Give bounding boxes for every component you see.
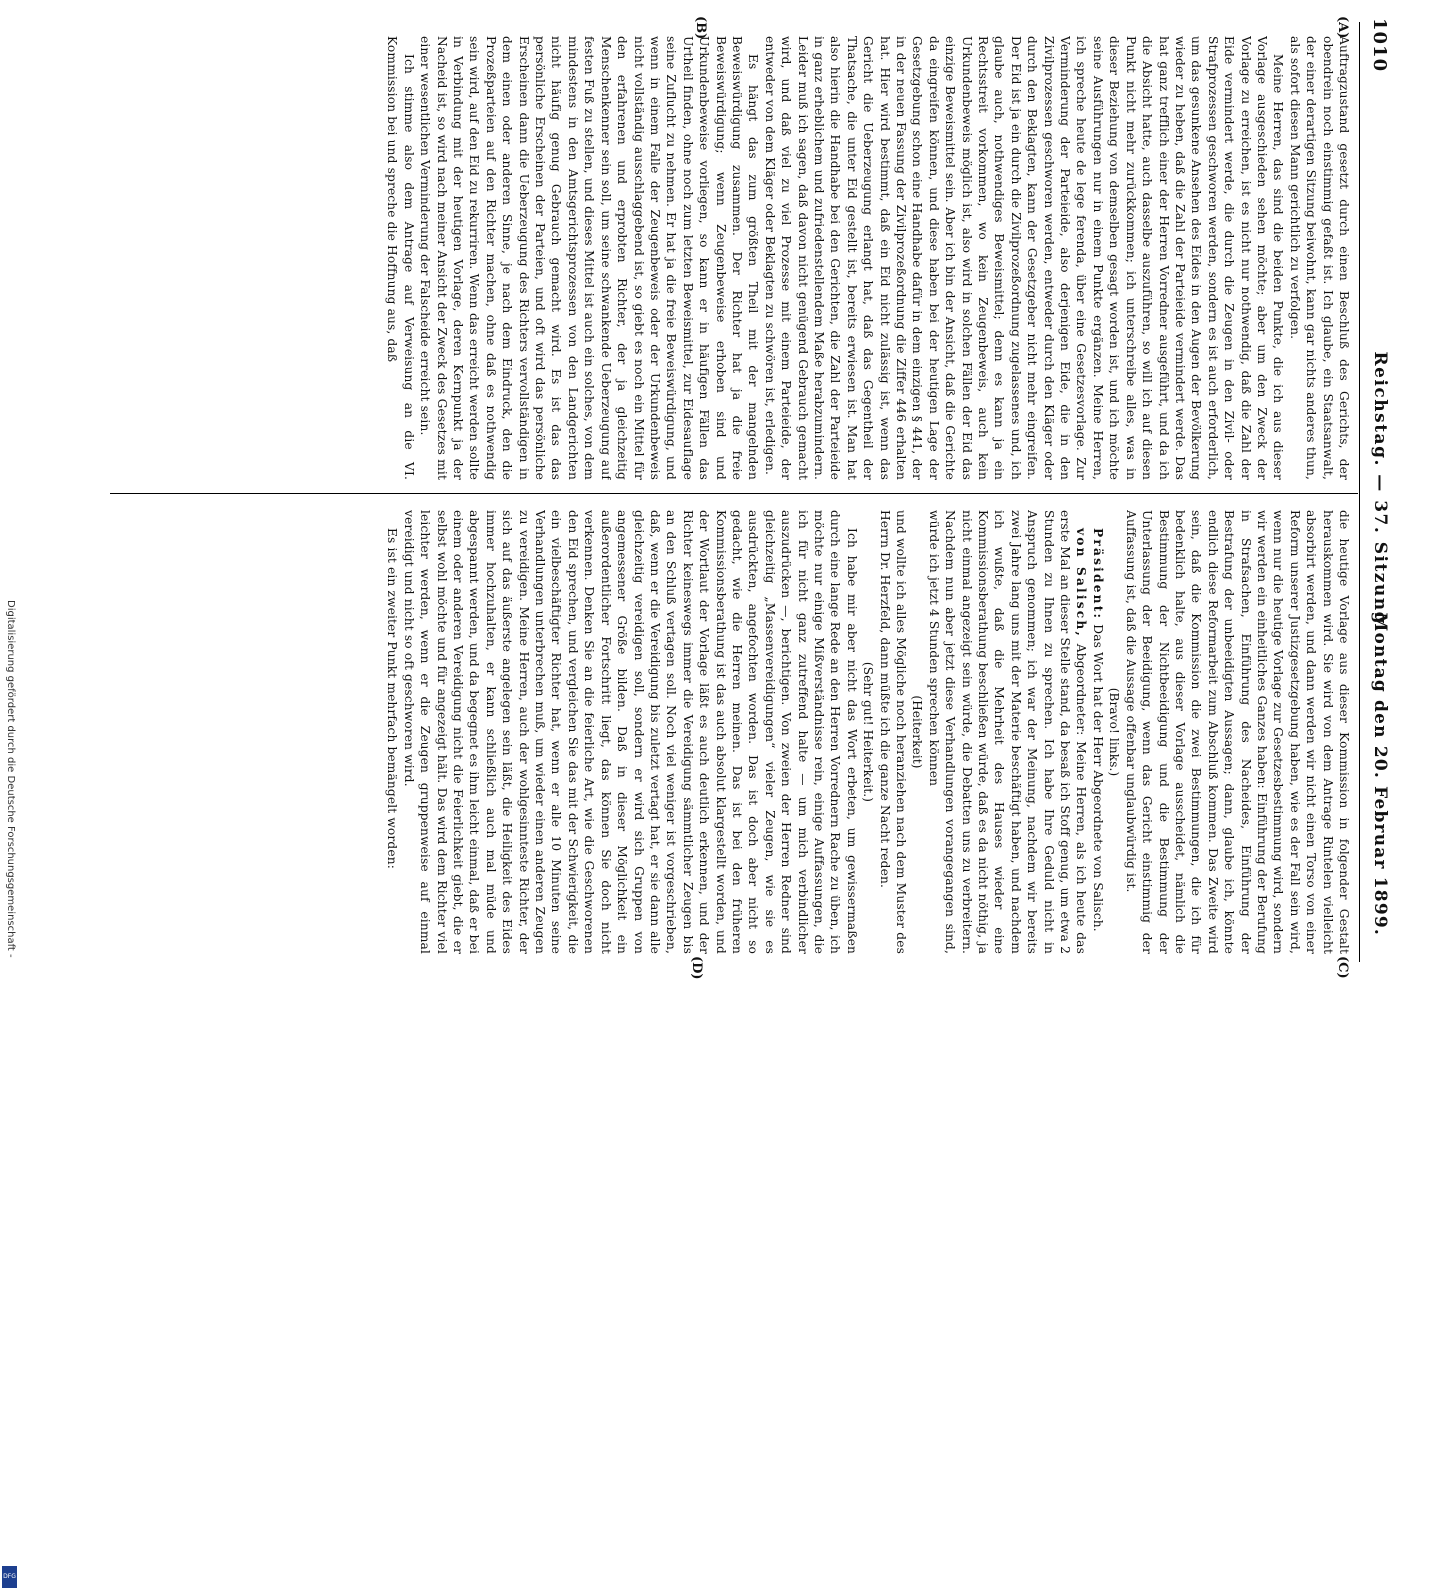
- paragraph: Ich habe mir aber nicht das Wort erbeten, um gewissermaßen durch eine lange Rede an den Herren Vorrednern Rache zu üben, ich möchte nur einige Mißverständnisse rein, einige Auffassungen, die ich für nicht ganz zutreffend halte — um mich verbindlicher auszudrücken —, berichtigen. Von zweien der Herren Redner sind gleichzeitig „Massenvereidigungen“ vieler Zeugen, wie sie es ausdrückten, angefochten worden. Das ist doch aber nicht so gedacht, wie die Herren meinen. Das ist bei den früheren Kommissionsberathung ist das auch absolut klargestellt worden, und der Wortlaut der Vorlage läßt es auch deutlich erkennen, und der Richter keineswegs immer die Vereidigung sämmtlicher Zeugen bis an den Schluß vertagen soll. Noch viel weniger ist vorgeschrieben, daß, wenn er die Vereidigung bis zuletzt vertagt hat, er sie dann alle gleichzeitig vereidigen soll, sondern er wird sich Gruppen von angemessener Größe bilden. Daß in dieser Möglichkeit ein außerordentlicher Fortschritt liegt, das können Sie doch nicht verkennen. Denken Sie an die feierliche Art, wie die Geschworenen den Eid sprechen, und vergleichen Sie das mit der Schwierigkeit, die ein vielbeschäftigter Richter hat, wenn er alle 10 Minuten seine Verhandlungen unterbrechen muß, um wieder einen anderen Zeugen zu vereidigen. Meine Herren, auch der wohlgesinnteste Richter, der sich auf das äußerste angelegen sein läßt, die Heiligkeit des Eides immer hochzuhalten, er kann schließlich auch mal müde und abgespannt werden, und da begegnet es ihm leicht einmal, daß er bei einem oder anderen Vereidigung nicht die Feierlichkeit giebt, die er selbst wohl möchte und für angezeigt hält. Das wird dem Richter viel leichter werden, wenn er die Zeugen gruppenweise auf einmal vereidigt und nicht so oft geschworen wird.: [401, 510, 859, 954]
- laughter-note: (Heiterkeit): [910, 695, 925, 769]
- speaker-president: Präsident:: [1090, 528, 1105, 621]
- left-column: [102, 36, 1352, 480]
- page-header: [1360, 12, 1394, 972]
- right-column: [102, 510, 1352, 954]
- header-date: Montag den 20. Februar 1899.: [1370, 612, 1390, 936]
- header-rule: [1359, 22, 1360, 962]
- president-paragraph: [1090, 510, 1106, 954]
- column-divider: [110, 493, 1358, 494]
- paragraph: Ich stimme also dem Antrage auf Verweisung an die VI. Kommission bei und spreche die Hoffnung aus, daß: [385, 36, 416, 480]
- paragraph: Es ist ein zweiter Punkt mehrfach bemängelt worden:: [385, 528, 400, 869]
- credit-text: Digitalisierung gefördert durch die Deutsche Forschungsgemeinschaft -: [5, 600, 16, 958]
- dfg-logo-icon: DFG: [2, 1566, 17, 1588]
- salisch-paragraph: [925, 510, 1089, 954]
- paragraph: und wollte ich alles Mögliche noch heranziehen nach dem Muster des Herrn Dr. Herzfeld, dann müßte ich die ganze Nacht reden.: [877, 510, 909, 954]
- document-page: [94, 12, 1394, 980]
- margin-letter-a: (A): [1335, 16, 1350, 39]
- paragraph: Auftragzustand gesetzt durch einen Beschluß des Gerichts, der obendrein noch einstimmig gefaßt ist. Ich glaube, ein Staatsanwalt, der einer derartigen Sitzung beiwohnt, kann gar nichts anderes thun, als sofort diesen Mann gerichtlich zu verfolgen.: [1287, 36, 1351, 480]
- applause-note: (Bravo! links.): [1107, 687, 1122, 777]
- applause-note: (Sehr gut! Heiterkeit.): [861, 661, 876, 803]
- paragraph: Es hängt das zum größten Theil mit der mangelnden Beweiswürdigung zusammen. Der Richter hat ja die freie Beweiswürdigung; wenn Zeugenbeweise erhoben sind und Urkundenbeweise vorliegen, so kann er in häufigen Fällen das Urtheil finden, ohne noch zum letzten Beweismittel, zur Eidesauflage seine Zuflucht zu nehmen. Er hat ja die freie Beweiswürdigung, und wenn in einem Falle der Zeugenbeweis oder der Urkundenbeweis nicht vollständig ausschlaggebend ist, so giebt es noch ein Mittel für den erfahrenen und erprobten Richter, der ja gleichzeitig Menschenkenner sein soll, um seine schwankende Ueberzeugung auf festen Fuß zu stellen, und dieses Mittel ist auch ein solches, von dem mindestens in den Amtsgerichtsprozessen von den Landgerichten nicht häufig genug Gebrauch gemacht wird. Es ist das das persönliche Erscheinen der Parteien, und oft wird das persönliche Erscheinen dann die Ueberzeugung des Richters vervollständigen in dem einen oder anderen Sinne, je nach dem Eindruck, den die Prozeßparteien auf den Richter machen, ohne daß es nothwendig sein wird, auf den Eid zu rekurriren. Wenn das erreicht werden sollte in Verbindung mit der heutigen Vorlage, deren Kernpunkt ja der Nacheid ist, so wird nach meiner Ansicht der Zweck des Gesetzes mit einer wesentlichen Verminderung der Falscheide erreicht sein.: [418, 36, 761, 480]
- header-title: Reichstag. — 37. Sitzung.: [1370, 351, 1390, 633]
- speaker-salisch: von Salisch,: [1074, 528, 1089, 638]
- margin-letter-d: (D): [689, 956, 704, 980]
- margin-letter-c: (C): [1335, 956, 1350, 979]
- paragraph: Meine Herren, das sind die beiden Punkte, die ich aus dieser Vorlage ausgeschieden sehen möchte; aber um den Zweck der Vorlage zu erreichen, ist es nicht nur nothwendig, daß die Zahl der Eide vermindert werde, die durch die Zeugen in den Zivil- oder Strafprozessen geschworen werden, sondern es ist auch erforderlich, um das gesunkene Ansehen des Eides in den Augen der Bevölkerung wieder zu heben, daß die Zahl der Parteieide vermindert werde. Das hat ganz trefflich einer der Herren Vorredner ausgeführt, und da ich die Absicht hatte, auch dasselbe auszuführen, so will ich auf diesen Punkt nicht mehr zurückkommen; ich unterschreibe alles, was in dieser Beziehung von demselben gesagt worden ist, und ich möchte seine Ausführungen nur in einem Punkte ergänzen. Meine Herren, ich spreche heute de lege ferenda, über eine Gesetzesvorlage. Zur Verminderung der Parteieide, also derjenigen Eide, die in den Zivilprozessen geschworen werden, entweder durch den Kläger oder durch den Beklagten, kann der Gesetzgeber nicht mehr eingreifen. Der Eid ist ja ein durch die Zivilprozeßordnung zugelassenes und, ich glaube auch, nothwendiges Beweismittel; denn es kann ja ein Rechtsstreit vorkommen, wo kein Zeugenbeweis, auch kein Urkundenbeweis möglich ist, also wird in solchen Fällen der Eid das einzige Beweismittel sein. Aber ich bin der Ansicht, daß die Gerichte da eingreifen können, und diese haben bei der heutigen Lage der Gesetzgebung schon eine Handhabe dafür in dem einzigen § 441, der in der neuen Fassung der Zivilprozeßordnung die Ziffer 446 erhalten hat. Hier wird bestimmt, daß ein Eid nicht zulässig ist, wenn das Gericht die Ueberzeugung erlangt hat, daß das Gegentheil der Thatsache, die unter Eid gestellt ist, bereits erwiesen ist. Man hat also hierin die Handhabe bei den Gerichten, die Zahl der Parteieide in ganz erheblichem und zufriedenstellendem Maße herabzumindern. Leider muß ich sagen, daß davon nicht genügend Gebrauch gemacht wird, und daß viel zu viel Prozesse mit einem Parteieide, der entweder von dem Kläger oder Beklagten zu schwören ist, erledigen.: [762, 36, 1286, 480]
- margin-letter-b: (B): [693, 16, 708, 40]
- paragraph: die heutige Vorlage aus dieser Kommission in folgender Gestalt herauskommen wird. Sie wird von dem Antrage Rintelen vielleicht absorbirt werden, und dann werden wir nicht einen Torso von einer Reform unserer Justizgesetzgebung haben, wie es der Fall sein wird, wenn nur die heutige Vorlage zur Gesetzesbestimmung wird, sondern wir werden ein einheitliches Ganzes haben: Einführung der Berufung in Strafsachen, Einführung des Nacheides, Einführung der Bestrafung der unbeeidigten Aussagen; dann, glaube ich, könnte endlich diese Reformarbeit zum Abschluß kommen. Das Zweite wird sein, daß die Kommission die zwei Bestimmungen, die ich für bedenklich halte, aus dieser Vorlage ausscheidet, nämlich die Bestimmung der Nichtbeeidigung und die Bestimmung der Unterlassung der Beeidigung, wenn das Gericht einstimmig der Auffassung ist, daß die Aussage offenbar unglaubwürdig ist.: [1123, 510, 1351, 954]
- president-speech: Das Wort hat der Herr Abgeordnete von Salisch.: [1090, 624, 1105, 932]
- page-number: 1010: [1369, 18, 1390, 73]
- digitization-credit: [1, 600, 19, 1580]
- salisch-speech: Abgeordneter: Meine Herren, als ich heute das erste Mal an dieser Stelle stand, da besaß ich Stoff genug, um etwa 2 Stunden zu Ihnen zu sprechen. Ich habe Ihre Geduld nicht in Anspruch genommen; ich war der Meinung, nachdem wir bereits zwei Jahre lang uns mit der Materie beschäftigt haben, und nachdem ich wußte, daß die Mehrheit des Hauses wieder eine Kommissionsberathung beschließen würde, daß es da nicht nöthig, ja nicht einmal angezeigt sein würde, die Debatten uns zu verbreitern. Nachdem nun aber jetzt diese Verhandlungen vorangegangen sind, würde ich jetzt 4 Stunden sprechen können: [926, 510, 1089, 954]
